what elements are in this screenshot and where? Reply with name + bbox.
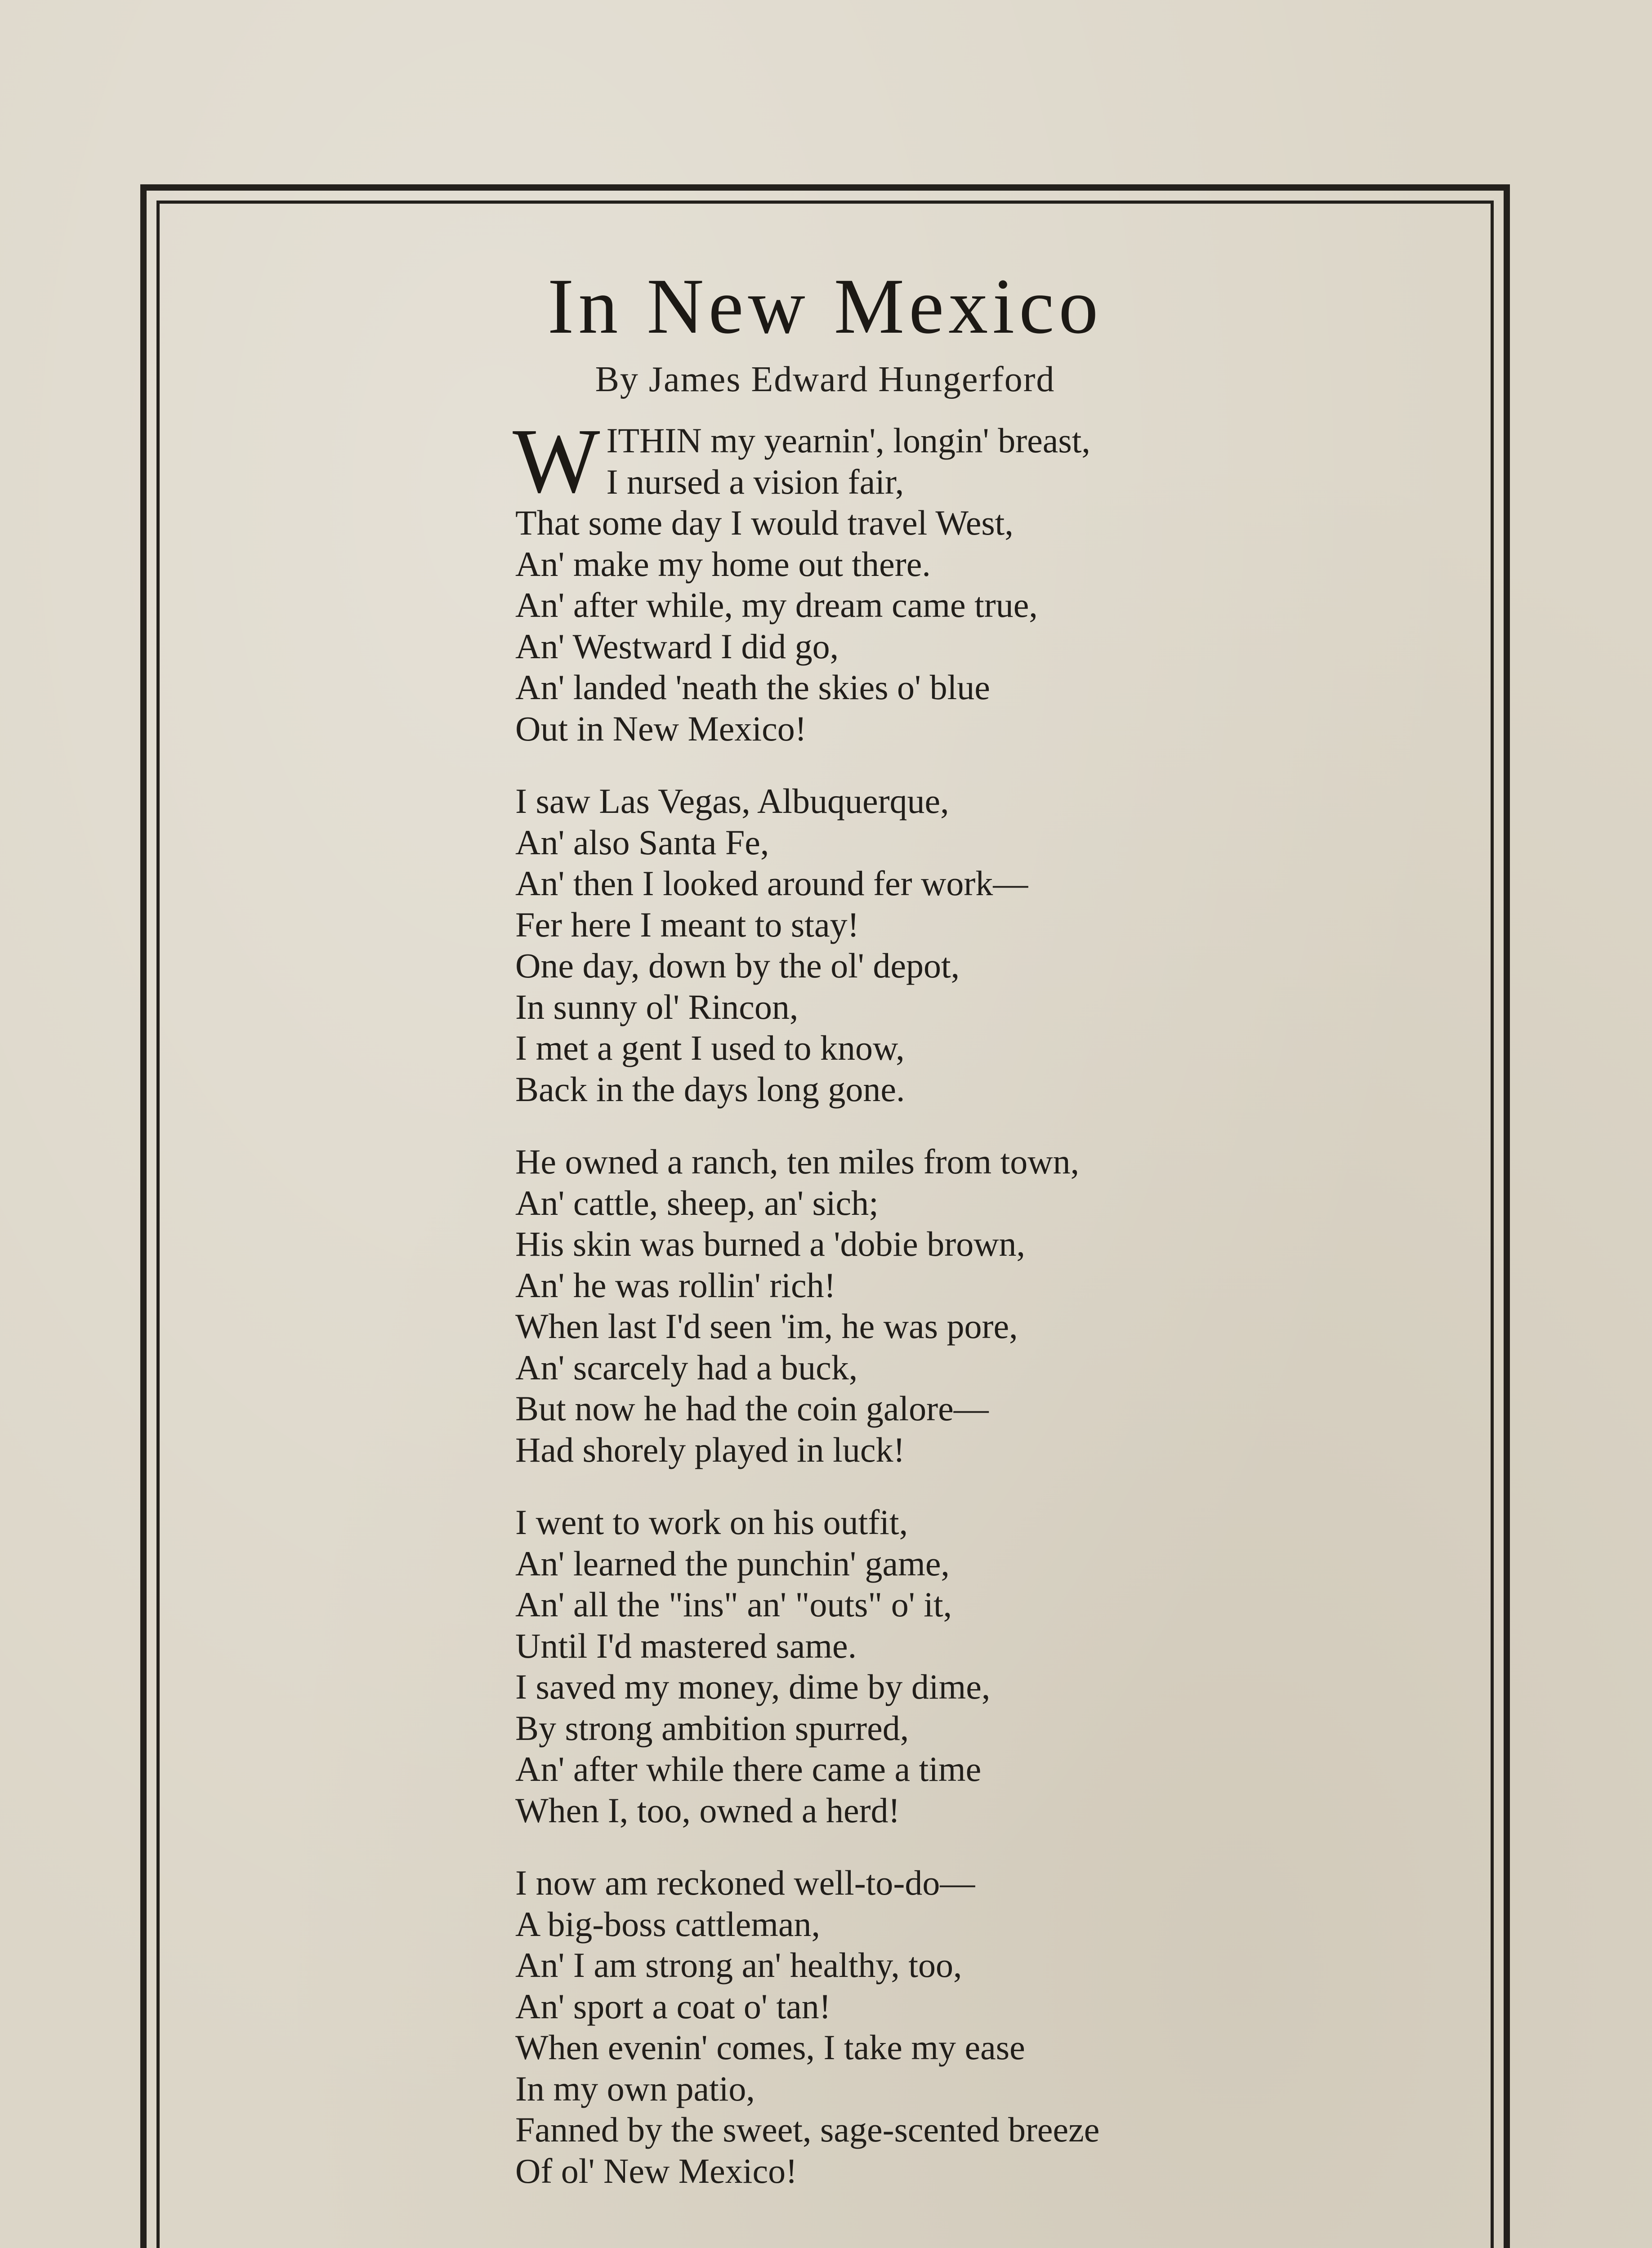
poem-line: His skin was burned a 'dobie brown, — [515, 1224, 1026, 1263]
poem-line: An' cattle, sheep, an' sich; — [515, 1183, 879, 1222]
poem-line: In sunny ol' Rincon, — [515, 987, 799, 1026]
poem-line: A big-boss cattleman, — [515, 1904, 821, 1944]
poem-line: An' he was rollin' rich! — [515, 1265, 836, 1305]
stanza-4 — [515, 1502, 1469, 1831]
stanza-3 — [515, 1141, 1469, 1470]
poem-line: When last I'd seen 'im, he was pore, — [515, 1307, 1018, 1346]
poem-line: An' also Santa Fe, — [515, 822, 769, 862]
poem-line: Of ol' New Mexico! — [515, 2151, 798, 2190]
poem-line: By strong ambition spurred, — [515, 1708, 909, 1748]
poem-line: He owned a ranch, ten miles from town, — [515, 1142, 1080, 1181]
poem-line: An' all the "ins" an' "outs" o' it, — [515, 1585, 952, 1624]
poem-line: An' then I looked around fer work— — [515, 864, 1028, 903]
poem-line: I nursed a vision fair, — [606, 462, 904, 501]
poem-line: I went to work on his outfit, — [515, 1503, 908, 1542]
poem-byline: By James Edward Hungerford — [595, 360, 1055, 399]
poem-body — [513, 409, 1469, 2223]
poem-line: I saved my money, dime by dime, — [515, 1667, 991, 1706]
poem-line: But now he had the coin galore— — [515, 1389, 989, 1428]
poem-line: I saw Las Vegas, Albuquerque, — [515, 781, 949, 821]
poem-line: An' scarcely had a buck, — [515, 1347, 858, 1387]
poem-line: One day, down by the ol' depot, — [515, 946, 960, 985]
poem-line: An' make my home out there. — [515, 544, 931, 584]
poem-line: I now am reckoned well-to-do— — [515, 1863, 975, 1902]
poem-line: I met a gent I used to know, — [515, 1028, 905, 1067]
poem-line: An' learned the punchin' game, — [515, 1543, 950, 1583]
poem-line: An' landed 'neath the skies o' blue — [515, 668, 990, 707]
poem-line: ITHIN my yearnin', longin' breast, — [606, 421, 1090, 460]
poem-line: Fer here I meant to stay! — [515, 905, 859, 944]
poem-line: Had shorely played in luck! — [515, 1430, 905, 1469]
poem-line: An' sport a coat o' tan! — [515, 1986, 831, 2026]
poem-line: Out in New Mexico! — [515, 709, 807, 748]
poem-line: In my own patio, — [515, 2069, 755, 2108]
poem-line: An' after while there came a time — [515, 1749, 982, 1789]
stanza-1 — [513, 409, 1469, 749]
poem-line: That some day I would travel West, — [515, 503, 1014, 542]
poem-line: When I, too, owned a herd! — [515, 1790, 900, 1830]
stanza-2 — [515, 781, 1469, 1110]
poem-area — [147, 191, 1504, 2248]
decorative-border-outer — [140, 184, 1510, 2248]
poem-line: An' I am strong an' healthy, too, — [515, 1945, 962, 1985]
poem-title: In New Mexico — [547, 263, 1103, 350]
poem-line: An' Westward I did go, — [515, 626, 839, 666]
poem-line: Back in the days long gone. — [515, 1069, 905, 1109]
poem-line: Until I'd mastered same. — [515, 1626, 857, 1665]
poem-line: Fanned by the sweet, sage-scented breeze — [515, 2110, 1100, 2149]
drop-cap: W — [513, 409, 600, 512]
poem-line: An' after while, my dream came true, — [515, 585, 1038, 624]
stanza-5 — [515, 1862, 1469, 2191]
poem-line: When evenin' comes, I take my ease — [515, 2028, 1025, 2067]
